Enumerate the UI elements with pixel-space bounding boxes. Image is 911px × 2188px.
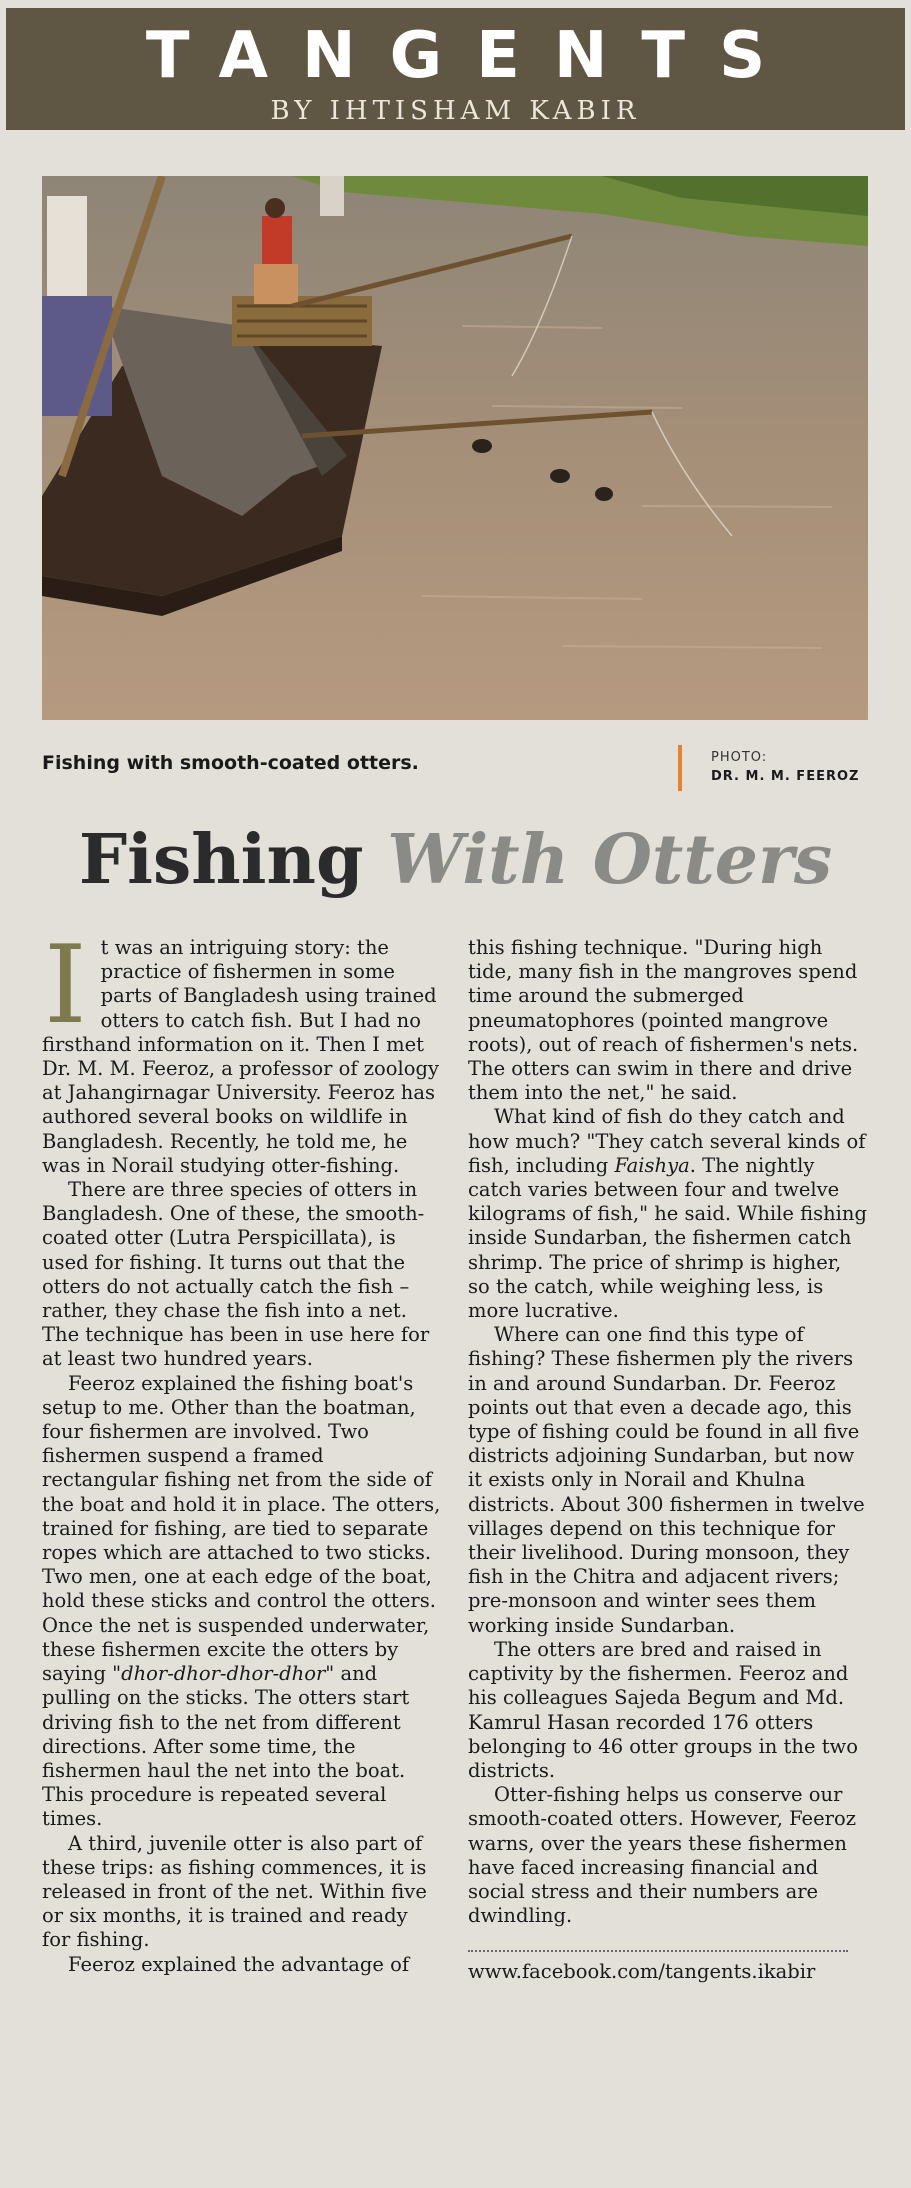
paragraph: this fishing technique. "During high tide, many fish in the mangroves spend time around the submerged pneumatophores (pointed mangrove roots), out of reach of fishermen's nets. The otters can swim in there and drive them into the net," he said. (468, 936, 859, 1105)
drop-cap: I (44, 923, 87, 1048)
article-column-right (468, 936, 868, 1985)
article-column-left (42, 923, 442, 1977)
otter-3 (595, 487, 613, 501)
photo-caption: Fishing with smooth-coated otters. (42, 752, 419, 774)
paragraph: Feeroz explained the advantage of (68, 1952, 410, 1976)
paragraph: There are three species of otters in Bangladesh. One of these, the smooth-coated otter (Lutra Perspicillata), is used for fishing. It turns out that the otters do not actually catch the fish – rather, they chase the fish into a net. The technique has been in use here for at least two hundred years. (42, 1178, 430, 1371)
fisherman-shirt (47, 196, 87, 306)
paragraph: The otters are bred and raised in captivity by the fishermen. Feeroz and his colleagues Sajeda Begum and Md. Kamrul Hasan recorded 176 otters belonging to 46 otter groups in the two districts. (468, 1637, 858, 1782)
photo-credit-label: PHOTO: (711, 750, 768, 765)
fisherman-red-shirt (262, 216, 292, 266)
italic-phrase: "dhor-dhor-dhor-dhor" (112, 1662, 335, 1686)
facebook-link[interactable]: www.facebook.com/tangents.ikabir (468, 1960, 816, 1984)
paragraph: It was an intriguing story: the practice of fishermen in some parts of Bangladesh using trained otters to catch fish. But I had no firsthand information on it. Then I met Dr. M. M. Feeroz, a professor of zoology at Jahangirnagar University. Feeroz has authored several books on wildlife in Bangladesh. Recently, he told me, he was in Norail studying otter-fishing. (42, 923, 439, 1177)
byline: BY IHTISHAM KABIR (270, 96, 641, 126)
column-masthead (6, 8, 905, 130)
credit-divider (678, 745, 682, 791)
article-footer (468, 1950, 868, 1984)
paragraph: What kind of fish do they catch and how much? "They catch several kinds of fish, including Faishya. The nightly catch varies between four and twelve kilograms of fish," he said. While fishing inside Sundarban, the fishermen catch shrimp. The price of shrimp is higher, so the catch, while weighing less, is more lucrative. (468, 1105, 867, 1323)
italic-term: Faishya (614, 1153, 690, 1177)
photo-credit-name: DR. M. M. FEEROZ (711, 769, 860, 784)
paragraph: A third, juvenile otter is also part of these trips: as fishing commences, it is released in front of the net. Within five or six months, it is trained and ready for fishing. (42, 1831, 427, 1952)
headline-part2: With Otters (387, 820, 833, 900)
otter-fishing-photo (42, 176, 868, 720)
article-photo (42, 176, 868, 720)
column-title: TANGENTS (145, 19, 800, 93)
headline-part1: Fishing (78, 820, 388, 900)
paragraph: Otter-fishing helps us conserve our smooth-coated otters. However, Feeroz warns, over the years these fishermen have faced increasing financial and social stress and their numbers are dwindling. (468, 1783, 856, 1928)
dotted-divider (468, 1950, 848, 1952)
paragraph: Feeroz explained the fishing boat's setup to me. Other than the boatman, four fishermen are involved. Two fishermen suspend a framed rectangular fishing net from the side of the boat and hold it in place. The otters, trained for fishing, are tied to separate ropes which are attached to two sticks. Two men, one at each edge of the boat, hold these sticks and control the otters. Once the net is suspended underwater, these fishermen excite the otters by saying "dhor-dhor-dhor-dhor" and pulling on the sticks. The otters start driving fish to the net from different directions. After some time, the fishermen haul the net into the boat. This procedure is repeated several times. (42, 1371, 441, 1831)
otter-2 (550, 469, 570, 483)
paragraph: Where can one find this type of fishing? These fishermen ply the rivers in and around Sundarban. Dr. Feeroz points out that even a decade ago, this type of fishing could be found in all five districts adjoining Sundarban, but now it exists only in Norail and Khulna districts. About 300 fishermen in twelve villages depend on this technique for their livelihood. During monsoon, they fish in the Chitra and adjacent rivers; pre-monsoon and winter sees them working inside Sundarban. (468, 1323, 865, 1637)
photo-credit (711, 748, 859, 786)
otter-1 (472, 439, 492, 453)
article-headline (0, 818, 911, 902)
